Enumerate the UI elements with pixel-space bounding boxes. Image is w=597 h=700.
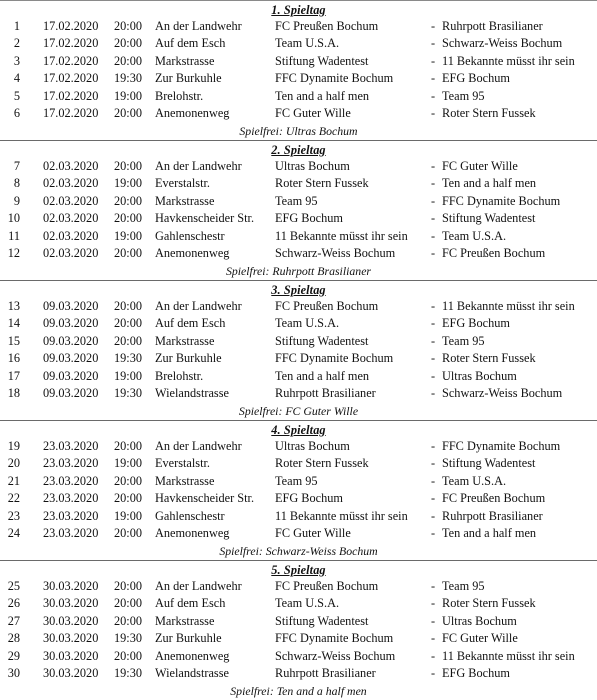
vs-separator: -	[431, 579, 436, 593]
match-time: 19:00	[114, 456, 143, 471]
match-date: 09.03.2020	[43, 368, 99, 383]
vs-separator: -	[431, 368, 436, 383]
match-time: 20:00	[114, 579, 143, 593]
away-team: FC Preußen Bochum	[442, 491, 546, 506]
matchday-block	[0, 140, 597, 280]
match-row	[0, 630, 597, 647]
match-row	[0, 333, 597, 350]
match-venue: Markstrasse	[155, 53, 215, 68]
away-team: EFG Bochum	[442, 666, 510, 680]
match-row	[0, 298, 597, 315]
match-number: 24	[7, 526, 20, 540]
match-time: 19:00	[114, 508, 143, 523]
match-row	[0, 193, 597, 210]
match-number: 20	[7, 456, 20, 471]
match-date: 02.03.2020	[43, 246, 99, 260]
away-team: Team 95	[442, 88, 485, 103]
vs-separator: -	[431, 648, 436, 663]
match-number: 3	[13, 53, 20, 68]
matchday-heading: 2. Spieltag	[271, 143, 326, 157]
away-team: Ten and a half men	[442, 526, 537, 540]
match-time: 20:00	[114, 333, 143, 348]
vs-separator: -	[431, 596, 436, 611]
home-team: Stiftung Wadentest	[275, 613, 369, 628]
matchday-heading: 3. Spieltag	[271, 283, 326, 297]
home-team: EFG Bochum	[275, 211, 343, 226]
match-venue: Markstrasse	[155, 613, 215, 628]
away-team: 11 Bekannte müsst ihr sein	[442, 648, 575, 663]
match-venue: Auf dem Esch	[155, 316, 226, 331]
match-venue: Markstrasse	[155, 473, 215, 488]
match-row	[0, 473, 597, 490]
home-team: FC Preußen Bochum	[275, 19, 379, 33]
match-date: 30.03.2020	[43, 666, 99, 680]
matchday-heading: 4. Spieltag	[271, 423, 326, 437]
match-date: 30.03.2020	[43, 613, 99, 628]
match-row	[0, 613, 597, 630]
match-time: 19:00	[114, 228, 143, 243]
bye-team-note: Spielfrei: Ruhrpott Brasilianer	[225, 264, 372, 278]
vs-separator: -	[431, 316, 436, 331]
match-row	[0, 158, 597, 175]
match-venue: Auf dem Esch	[155, 596, 226, 611]
match-row	[0, 175, 597, 192]
match-row	[0, 105, 597, 122]
match-date: 17.02.2020	[43, 53, 99, 68]
match-venue: Anemonenweg	[155, 648, 230, 663]
match-row	[0, 368, 597, 385]
match-number: 1	[13, 19, 20, 33]
match-date: 09.03.2020	[43, 333, 99, 348]
vs-separator: -	[431, 473, 436, 488]
home-team: Ultras Bochum	[275, 439, 350, 453]
match-date: 17.02.2020	[43, 36, 99, 51]
match-venue: Zur Burkuhle	[155, 631, 222, 646]
match-date: 09.03.2020	[43, 351, 99, 366]
match-date: 09.03.2020	[43, 386, 99, 400]
away-team: Ruhrpott Brasilianer	[442, 508, 543, 523]
match-number: 12	[7, 246, 20, 260]
match-date: 30.03.2020	[43, 596, 99, 611]
match-row	[0, 438, 597, 455]
away-team: Stiftung Wadentest	[442, 211, 536, 226]
away-team: 11 Bekannte müsst ihr sein	[442, 299, 575, 313]
match-time: 19:30	[114, 386, 143, 400]
match-date: 17.02.2020	[43, 71, 99, 86]
match-number: 10	[7, 211, 20, 226]
match-venue: Havkenscheider Str.	[155, 491, 255, 506]
away-team: EFG Bochum	[442, 71, 510, 86]
match-date: 30.03.2020	[43, 579, 99, 593]
match-date: 09.03.2020	[43, 299, 99, 313]
match-venue: Markstrasse	[155, 333, 215, 348]
vs-separator: -	[431, 53, 436, 68]
match-date: 17.02.2020	[43, 106, 99, 120]
match-number: 21	[7, 473, 20, 488]
match-row	[0, 210, 597, 227]
match-date: 23.03.2020	[43, 456, 99, 471]
matchday-block	[0, 0, 597, 140]
match-date: 23.03.2020	[43, 491, 99, 506]
home-team: Roter Stern Fussek	[275, 456, 369, 471]
vs-separator: -	[431, 299, 436, 313]
match-row	[0, 525, 597, 542]
home-team: Ruhrpott Brasilianer	[275, 386, 376, 400]
away-team: FC Guter Wille	[442, 631, 518, 646]
away-team: Roter Stern Fussek	[442, 106, 536, 120]
vs-separator: -	[431, 71, 436, 86]
bye-team-note: Spielfrei: Ten and a half men	[230, 684, 367, 698]
match-venue: Havkenscheider Str.	[155, 211, 255, 226]
away-team: Roter Stern Fussek	[442, 351, 536, 366]
matchday-heading: 5. Spieltag	[271, 563, 326, 577]
away-team: Team U.S.A.	[442, 473, 507, 488]
home-team: FC Guter Wille	[275, 106, 351, 120]
match-number: 7	[13, 159, 20, 173]
match-number: 17	[7, 368, 20, 383]
match-number: 30	[7, 666, 20, 680]
vs-separator: -	[431, 176, 436, 191]
match-venue: Wielandstrasse	[155, 666, 229, 680]
match-row	[0, 385, 597, 402]
home-team: Team 95	[275, 473, 318, 488]
match-date: 23.03.2020	[43, 439, 99, 453]
vs-separator: -	[431, 386, 436, 400]
matchday-block	[0, 280, 597, 420]
match-venue: Zur Burkuhle	[155, 351, 222, 366]
away-team: FFC Dynamite Bochum	[442, 193, 561, 208]
away-team: 11 Bekannte müsst ihr sein	[442, 53, 575, 68]
vs-separator: -	[431, 333, 436, 348]
away-team: FC Guter Wille	[442, 159, 518, 173]
match-number: 16	[7, 351, 20, 366]
match-number: 4	[13, 71, 20, 86]
match-number: 25	[7, 579, 20, 593]
match-date: 23.03.2020	[43, 526, 99, 540]
match-time: 19:30	[114, 351, 143, 366]
match-row	[0, 665, 597, 682]
match-venue: Anemonenweg	[155, 106, 230, 120]
match-date: 17.02.2020	[43, 88, 99, 103]
match-row	[0, 508, 597, 525]
home-team: Stiftung Wadentest	[275, 53, 369, 68]
match-time: 20:00	[114, 316, 143, 331]
vs-separator: -	[431, 228, 436, 243]
match-time: 20:00	[114, 473, 143, 488]
home-team: FC Preußen Bochum	[275, 299, 379, 313]
match-venue: Gahlenschestr	[155, 508, 225, 523]
match-number: 2	[13, 36, 20, 51]
match-venue: Markstrasse	[155, 193, 215, 208]
match-time: 20:00	[114, 299, 143, 313]
vs-separator: -	[431, 439, 436, 453]
away-team: Stiftung Wadentest	[442, 456, 536, 471]
match-time: 19:30	[114, 71, 143, 86]
match-venue: An der Landwehr	[155, 439, 242, 453]
match-time: 19:00	[114, 88, 143, 103]
match-row	[0, 595, 597, 612]
vs-separator: -	[431, 613, 436, 628]
match-row	[0, 245, 597, 262]
match-row	[0, 455, 597, 472]
match-number: 6	[13, 106, 20, 120]
match-date: 09.03.2020	[43, 316, 99, 331]
match-number: 9	[13, 193, 20, 208]
match-venue: Everstalstr.	[155, 176, 210, 191]
match-venue: Wielandstrasse	[155, 386, 229, 400]
match-date: 02.03.2020	[43, 193, 99, 208]
match-row	[0, 70, 597, 87]
match-venue: Auf dem Esch	[155, 36, 226, 51]
home-team: Ultras Bochum	[275, 159, 350, 173]
home-team: FC Preußen Bochum	[275, 579, 379, 593]
away-team: FFC Dynamite Bochum	[442, 439, 561, 453]
vs-separator: -	[431, 631, 436, 646]
home-team: 11 Bekannte müsst ihr sein	[275, 508, 408, 523]
match-row	[0, 88, 597, 105]
vs-separator: -	[431, 19, 436, 33]
vs-separator: -	[431, 36, 436, 51]
match-row	[0, 315, 597, 332]
match-row	[0, 18, 597, 35]
bye-team-note: Spielfrei: Schwarz-Weiss Bochum	[219, 544, 378, 558]
match-number: 14	[7, 316, 20, 331]
home-team: Schwarz-Weiss Bochum	[275, 648, 396, 663]
vs-separator: -	[431, 351, 436, 366]
match-time: 20:00	[114, 36, 143, 51]
match-number: 13	[7, 299, 20, 313]
match-time: 20:00	[114, 613, 143, 628]
match-number: 8	[13, 176, 20, 191]
away-team: Schwarz-Weiss Bochum	[442, 386, 563, 400]
match-venue: An der Landwehr	[155, 579, 242, 593]
matchday-heading: 1. Spieltag	[271, 3, 326, 17]
match-time: 19:30	[114, 666, 143, 680]
match-venue: Anemonenweg	[155, 246, 230, 260]
bye-team-note: Spielfrei: FC Guter Wille	[238, 404, 359, 418]
match-number: 11	[8, 228, 20, 243]
away-team: Roter Stern Fussek	[442, 596, 536, 611]
vs-separator: -	[431, 246, 436, 260]
vs-separator: -	[431, 491, 436, 506]
match-date: 30.03.2020	[43, 631, 99, 646]
match-row	[0, 53, 597, 70]
vs-separator: -	[431, 88, 436, 103]
match-date: 02.03.2020	[43, 228, 99, 243]
vs-separator: -	[431, 211, 436, 226]
match-date: 02.03.2020	[43, 211, 99, 226]
match-venue: Everstalstr.	[155, 456, 210, 471]
match-row	[0, 350, 597, 367]
home-team: Ruhrpott Brasilianer	[275, 666, 376, 680]
match-venue: An der Landwehr	[155, 299, 242, 313]
match-venue: Zur Burkuhle	[155, 71, 222, 86]
home-team: Team U.S.A.	[275, 596, 340, 611]
match-time: 20:00	[114, 159, 143, 173]
match-time: 19:00	[114, 176, 143, 191]
home-team: Team U.S.A.	[275, 36, 340, 51]
match-time: 20:00	[114, 648, 143, 663]
vs-separator: -	[431, 456, 436, 471]
away-team: EFG Bochum	[442, 316, 510, 331]
matchday-block	[0, 560, 597, 700]
away-team: Team 95	[442, 333, 485, 348]
away-team: Schwarz-Weiss Bochum	[442, 36, 563, 51]
away-team: Ruhrpott Brasilianer	[442, 19, 543, 33]
home-team: FFC Dynamite Bochum	[275, 631, 394, 646]
match-time: 20:00	[114, 211, 143, 226]
home-team: Stiftung Wadentest	[275, 333, 369, 348]
match-time: 20:00	[114, 596, 143, 611]
match-venue: An der Landwehr	[155, 159, 242, 173]
match-row	[0, 490, 597, 507]
match-date: 02.03.2020	[43, 176, 99, 191]
match-date: 02.03.2020	[43, 159, 99, 173]
match-number: 29	[7, 648, 20, 663]
match-number: 22	[7, 491, 20, 506]
match-date: 23.03.2020	[43, 473, 99, 488]
match-number: 19	[7, 439, 20, 453]
home-team: Ten and a half men	[275, 88, 370, 103]
match-date: 30.03.2020	[43, 648, 99, 663]
match-row	[0, 648, 597, 665]
home-team: Ten and a half men	[275, 368, 370, 383]
match-venue: Brelohstr.	[155, 88, 204, 103]
match-venue: Anemonenweg	[155, 526, 230, 540]
vs-separator: -	[431, 106, 436, 120]
home-team: Team U.S.A.	[275, 316, 340, 331]
home-team: 11 Bekannte müsst ihr sein	[275, 228, 408, 243]
match-number: 28	[7, 631, 20, 646]
match-date: 17.02.2020	[43, 19, 99, 33]
home-team: FFC Dynamite Bochum	[275, 71, 394, 86]
match-number: 27	[7, 613, 20, 628]
away-team: Ultras Bochum	[442, 368, 517, 383]
home-team: Team 95	[275, 193, 318, 208]
match-venue: An der Landwehr	[155, 19, 242, 33]
home-team: Roter Stern Fussek	[275, 176, 369, 191]
vs-separator: -	[431, 526, 436, 540]
match-time: 20:00	[114, 439, 143, 453]
away-team: FC Preußen Bochum	[442, 246, 546, 260]
match-time: 20:00	[114, 106, 143, 120]
bye-team-note: Spielfrei: Ultras Bochum	[239, 124, 358, 138]
away-team: Ultras Bochum	[442, 613, 517, 628]
match-row	[0, 578, 597, 595]
match-time: 20:00	[114, 193, 143, 208]
away-team: Team U.S.A.	[442, 228, 507, 243]
match-date: 23.03.2020	[43, 508, 99, 523]
match-time: 19:30	[114, 631, 143, 646]
vs-separator: -	[431, 508, 436, 523]
vs-separator: -	[431, 666, 436, 680]
match-number: 18	[7, 386, 20, 400]
match-venue: Gahlenschestr	[155, 228, 225, 243]
match-time: 20:00	[114, 491, 143, 506]
match-time: 20:00	[114, 246, 143, 260]
vs-separator: -	[431, 159, 436, 173]
vs-separator: -	[431, 193, 436, 208]
match-row	[0, 35, 597, 52]
match-time: 20:00	[114, 53, 143, 68]
match-time: 20:00	[114, 526, 143, 540]
match-number: 23	[7, 508, 20, 523]
match-number: 15	[7, 333, 20, 348]
match-venue: Brelohstr.	[155, 368, 204, 383]
home-team: Schwarz-Weiss Bochum	[275, 246, 396, 260]
match-number: 5	[13, 88, 20, 103]
home-team: FFC Dynamite Bochum	[275, 351, 394, 366]
home-team: FC Guter Wille	[275, 526, 351, 540]
matchday-block	[0, 420, 597, 560]
home-team: EFG Bochum	[275, 491, 343, 506]
match-row	[0, 228, 597, 245]
away-team: Ten and a half men	[442, 176, 537, 191]
match-time: 19:00	[114, 368, 143, 383]
match-time: 20:00	[114, 19, 143, 33]
match-number: 26	[7, 596, 20, 611]
away-team: Team 95	[442, 579, 485, 593]
